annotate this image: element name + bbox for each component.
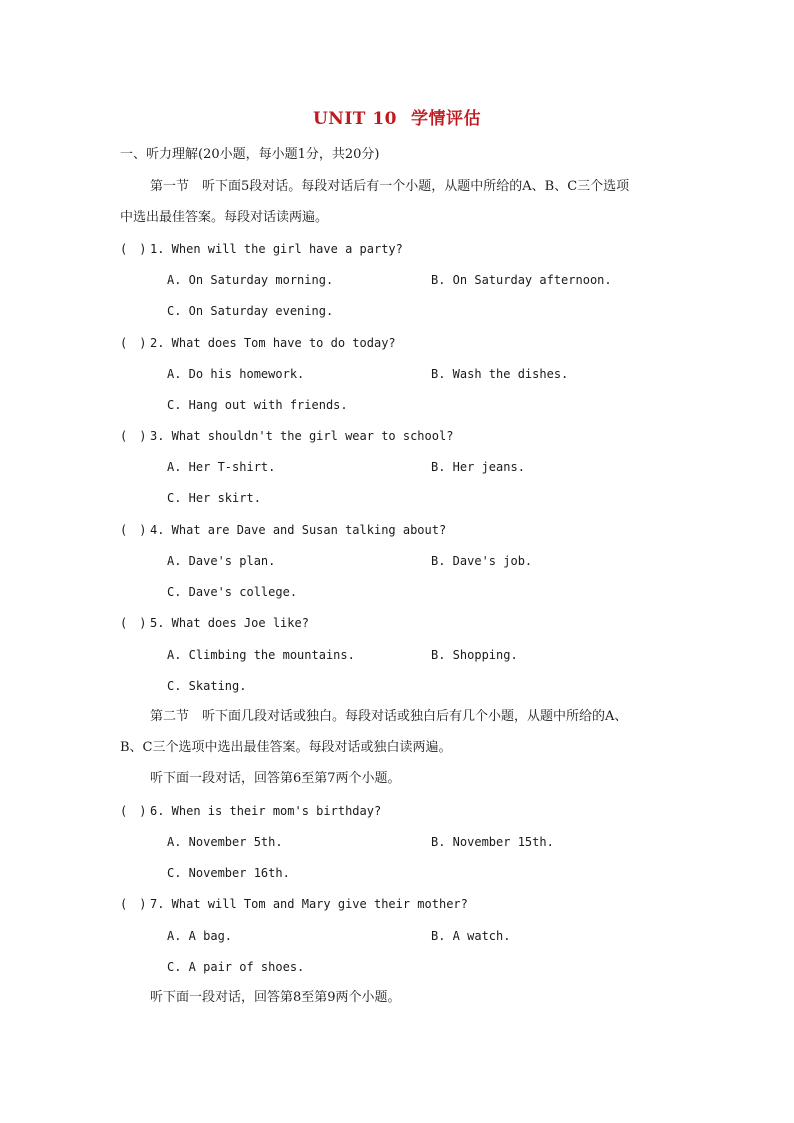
section-heading: 一、听力理解(20小题，每小题1分，共20分) — [120, 147, 380, 162]
question-text: 7. What will Tom and Mary give their mother? — [150, 897, 468, 911]
dialog-instruction-8-9: 听下面一段对话，回答第8至第9两个小题。 — [150, 990, 401, 1005]
question-text: 6. When is their mom's birthday? — [150, 804, 382, 818]
answer-blank[interactable]: ( ) — [120, 523, 147, 537]
document-title — [0, 104, 794, 129]
question-4 — [120, 521, 446, 539]
q1-option-c: C. On Saturday evening. — [167, 304, 334, 318]
q4-option-a: A. Dave's plan. — [167, 554, 276, 568]
part1-instruction-line1: 第一节 听下面5段对话。每段对话后有一个小题，从题中所给的A、B、C三个选项 — [150, 179, 630, 194]
question-2 — [120, 334, 396, 352]
q3-option-c: C. Her skirt. — [167, 491, 261, 505]
q7-option-b: B. A watch. — [431, 929, 511, 943]
q4-option-b: B. Dave's job. — [431, 554, 533, 568]
part2-instruction-line1: 第二节 听下面几段对话或独白。每段对话或独白后有几个小题，从题中所给的A、 — [150, 709, 628, 724]
unit-name: 学情评估 — [411, 109, 482, 129]
question-text: 3. What shouldn't the girl wear to school? — [150, 429, 454, 443]
q5-option-c: C. Skating. — [167, 679, 247, 693]
q2-option-c: C. Hang out with friends. — [167, 398, 348, 412]
part2-instruction-line2: B、C三个选项中选出最佳答案。每段对话或独白读两遍。 — [120, 740, 452, 755]
question-text: 4. What are Dave and Susan talking about? — [150, 523, 447, 537]
answer-blank[interactable]: ( ) — [120, 897, 147, 911]
question-text: 1. When will the girl have a party? — [150, 242, 403, 256]
part1-instruction-line2: 中选出最佳答案。每段对话读两遍。 — [120, 210, 329, 225]
q6-option-b: B. November 15th. — [431, 835, 554, 849]
question-1 — [120, 240, 403, 258]
unit-label: UNIT 10 — [312, 109, 398, 129]
question-3 — [120, 427, 453, 445]
answer-blank[interactable]: ( ) — [120, 804, 147, 818]
q1-option-a: A. On Saturday morning. — [167, 273, 334, 287]
answer-blank[interactable]: ( ) — [120, 336, 147, 350]
dialog-instruction-6-7: 听下面一段对话，回答第6至第7两个小题。 — [150, 771, 401, 786]
question-5 — [120, 614, 309, 632]
q6-option-a: A. November 5th. — [167, 835, 283, 849]
q7-option-a: A. A bag. — [167, 929, 233, 943]
answer-blank[interactable]: ( ) — [120, 242, 147, 256]
q2-option-a: A. Do his homework. — [167, 367, 305, 381]
q3-option-b: B. Her jeans. — [431, 460, 525, 474]
q3-option-a: A. Her T-shirt. — [167, 460, 276, 474]
question-6 — [120, 802, 381, 820]
q1-option-b: B. On Saturday afternoon. — [431, 273, 612, 287]
question-text: 2. What does Tom have to do today? — [150, 336, 396, 350]
answer-blank[interactable]: ( ) — [120, 616, 147, 630]
q2-option-b: B. Wash the dishes. — [431, 367, 569, 381]
question-text: 5. What does Joe like? — [150, 616, 309, 630]
question-7 — [120, 895, 468, 913]
q5-option-b: B. Shopping. — [431, 648, 518, 662]
q4-option-c: C. Dave's college. — [167, 585, 298, 599]
q7-option-c: C. A pair of shoes. — [167, 960, 305, 974]
q5-option-a: A. Climbing the mountains. — [167, 648, 355, 662]
q6-option-c: C. November 16th. — [167, 866, 290, 880]
answer-blank[interactable]: ( ) — [120, 429, 147, 443]
